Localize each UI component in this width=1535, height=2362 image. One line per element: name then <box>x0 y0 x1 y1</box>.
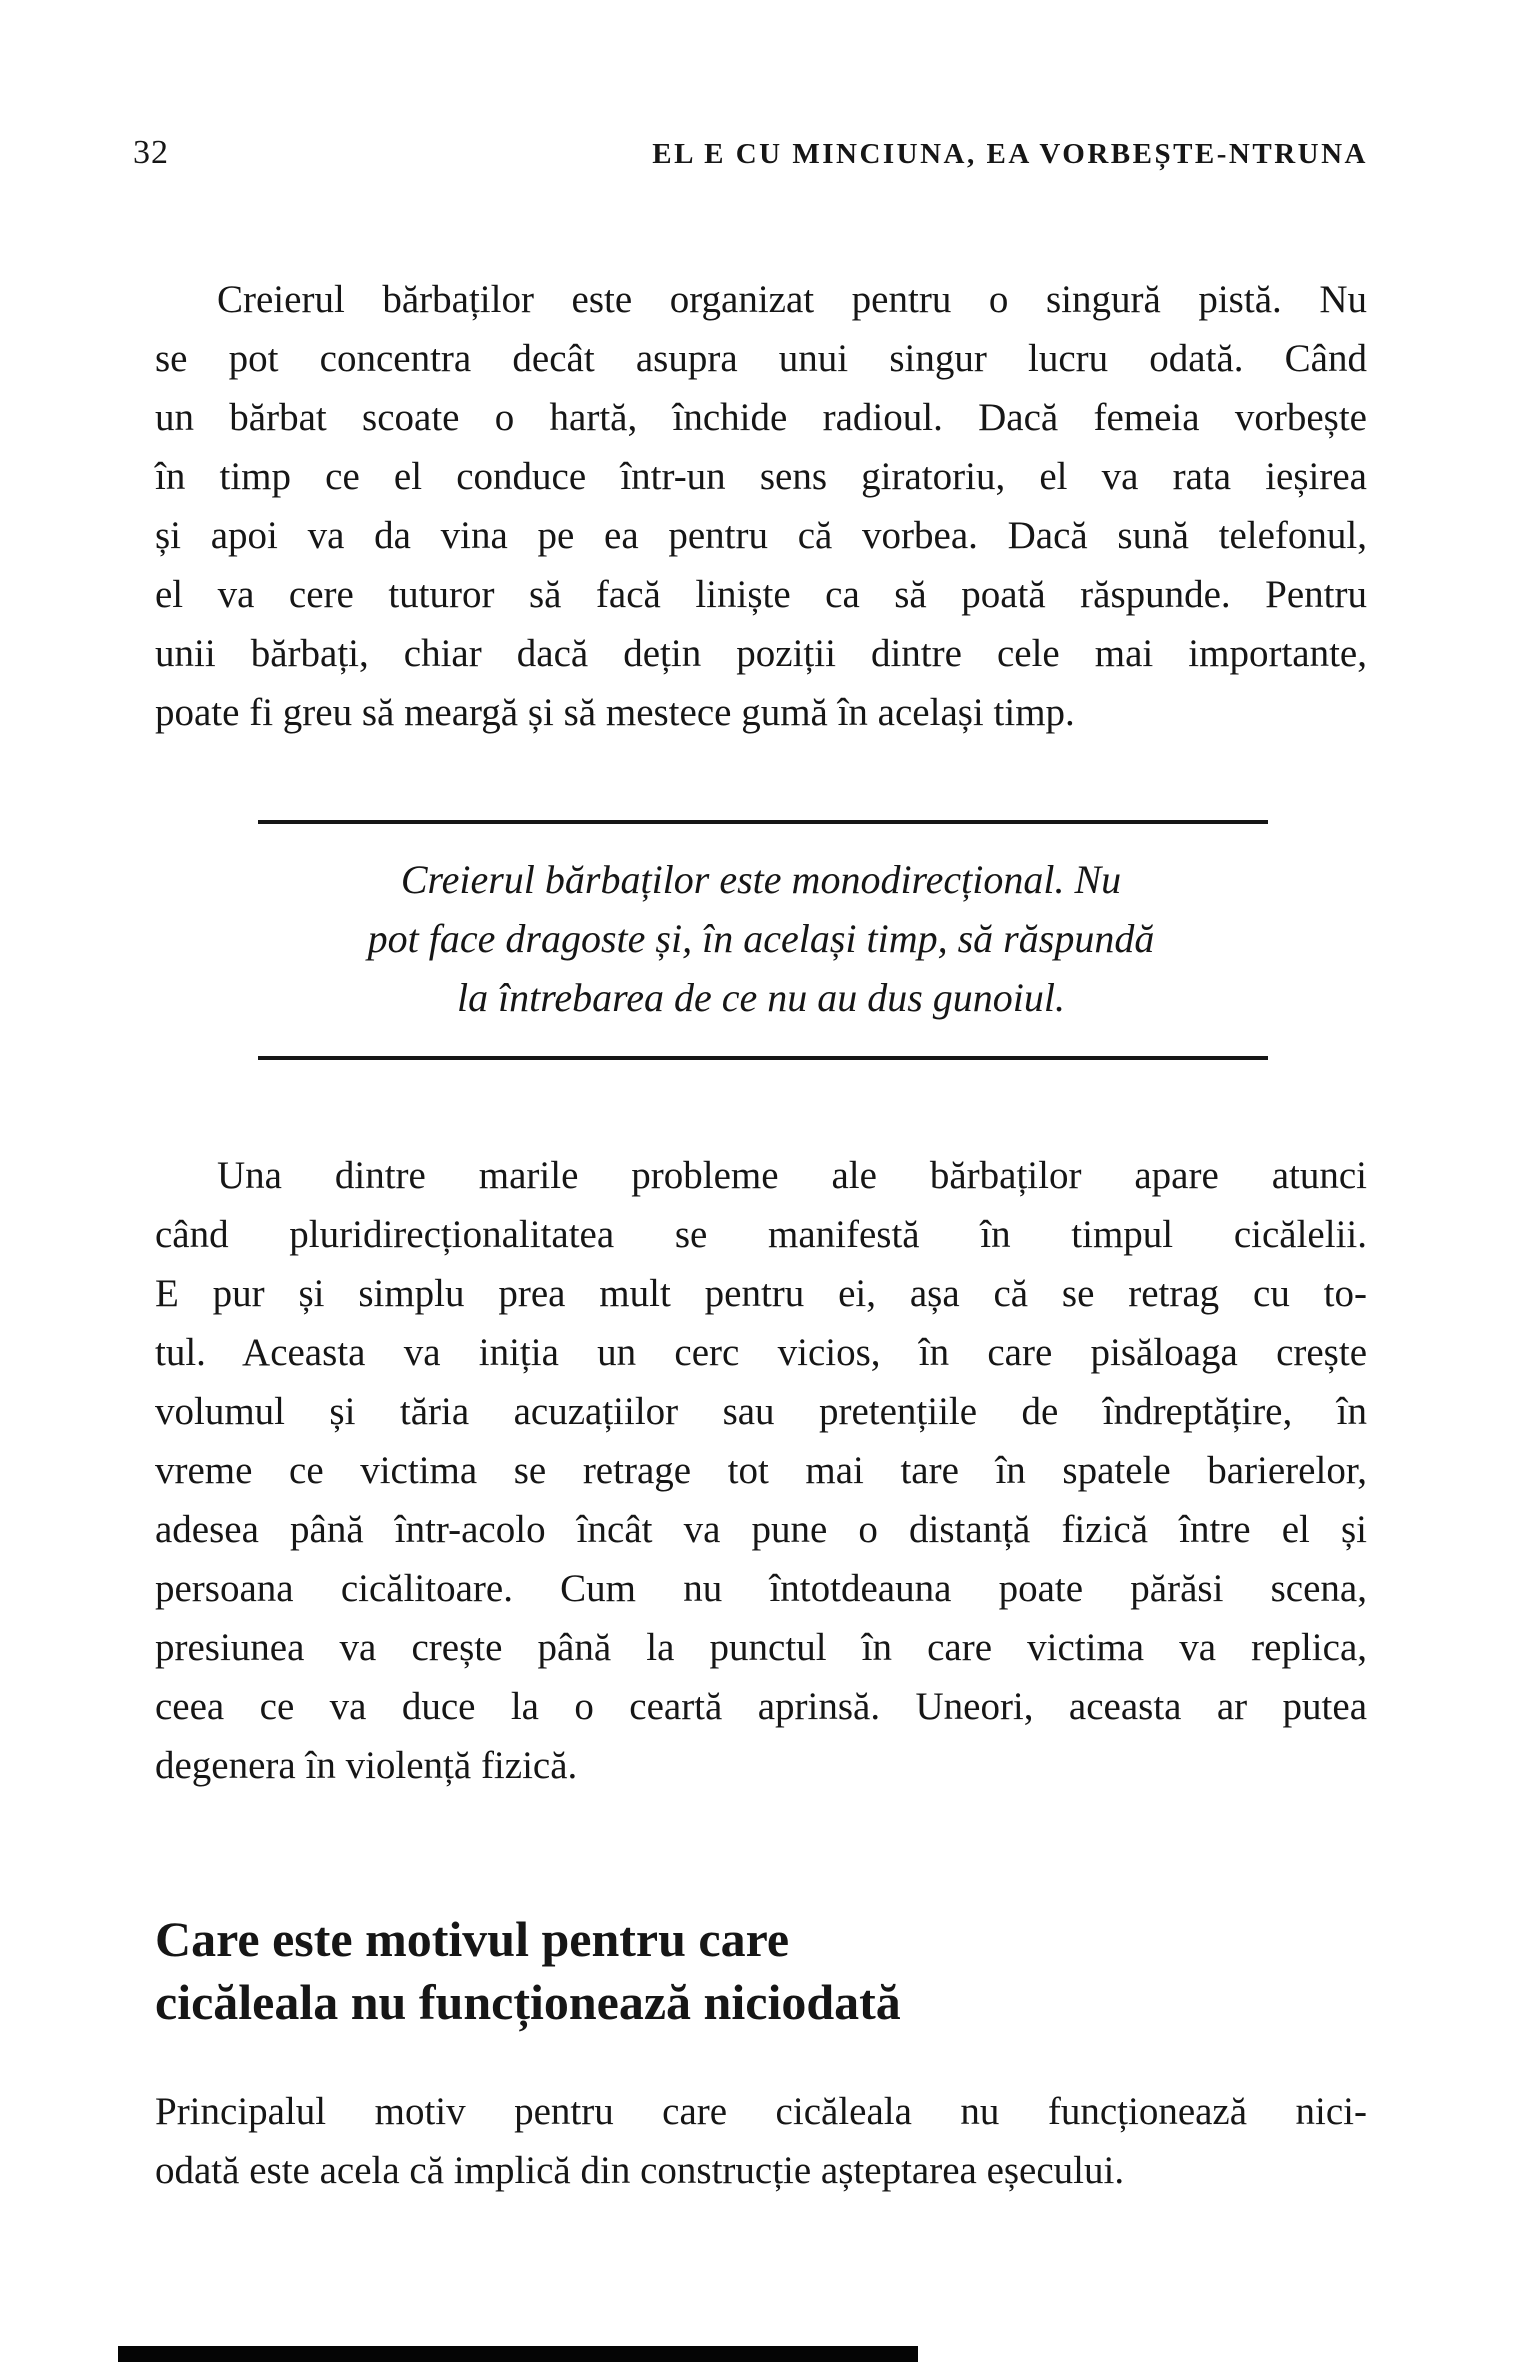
divider-rule-top <box>258 820 1268 824</box>
paragraph-3: Principalul motiv pentru care cicăleala nu funcționează nici- odată este acela că implică din construcție așteptarea eșecului. <box>155 2090 1367 2192</box>
section-heading: Care este motivul pentru care cicăleala nu funcționează niciodată <box>155 1911 901 2030</box>
paragraph-1: Creierul bărbaților este organizat pentru o singură pistă. Nu se pot concentra decât asupra unui singur lucru odată. Când un bărbat scoate o hartă, închide radioul. Dacă femeia vorbește în timp ce el conduce într-un sens giratoriu, el va rata ieșirea și apoi va da vina pe ea pentru că vorbea. Dacă sună telefonul, el va cere tuturor să facă liniște ca să poată răspunde. Pentru unii bărbați, chiar dacă dețin poziții dintre cele mai importante, poate fi greu să meargă și să mestece gumă în același timp. <box>155 278 1367 734</box>
paragraph-2: Una dintre marile probleme ale bărbaților apare atunci când pluridirecționalitatea se manifestă în timpul cicălelii. E pur și simplu prea mult pentru ei, așa că se retrag cu to- tul. Aceasta va iniția un cerc vicios, în care pisăloaga crește volumul și tăria acuzațiilor sau pretențiile de îndreptățire, în vreme ce victima se retrage tot mai tare în spatele barierelor, adesea până într-acolo încât va pune o distanță fizică între el și persoana cicălitoare. Cum nu întotdeauna poate părăsi scena, presiunea va crește până la punctul în care victima va replica, ceea ce va duce la o ceartă aprinsă. Uneori, aceasta ar putea degenera în violență fizică. <box>155 1154 1367 1787</box>
scan-artifact-bar <box>118 2346 918 2362</box>
running-head: EL E CU MINCIUNA, EA VORBEȘTE-NTRUNA <box>652 138 1368 170</box>
page-header <box>133 134 1368 172</box>
page-number: 32 <box>133 134 169 171</box>
divider-rule-bottom <box>258 1056 1268 1060</box>
pull-quote: Creierul bărbaților este monodirecțional. Nu pot face dragoste și, în același timp, să răspundă la întrebarea de ce nu au dus gunoiul. <box>367 857 1155 1020</box>
